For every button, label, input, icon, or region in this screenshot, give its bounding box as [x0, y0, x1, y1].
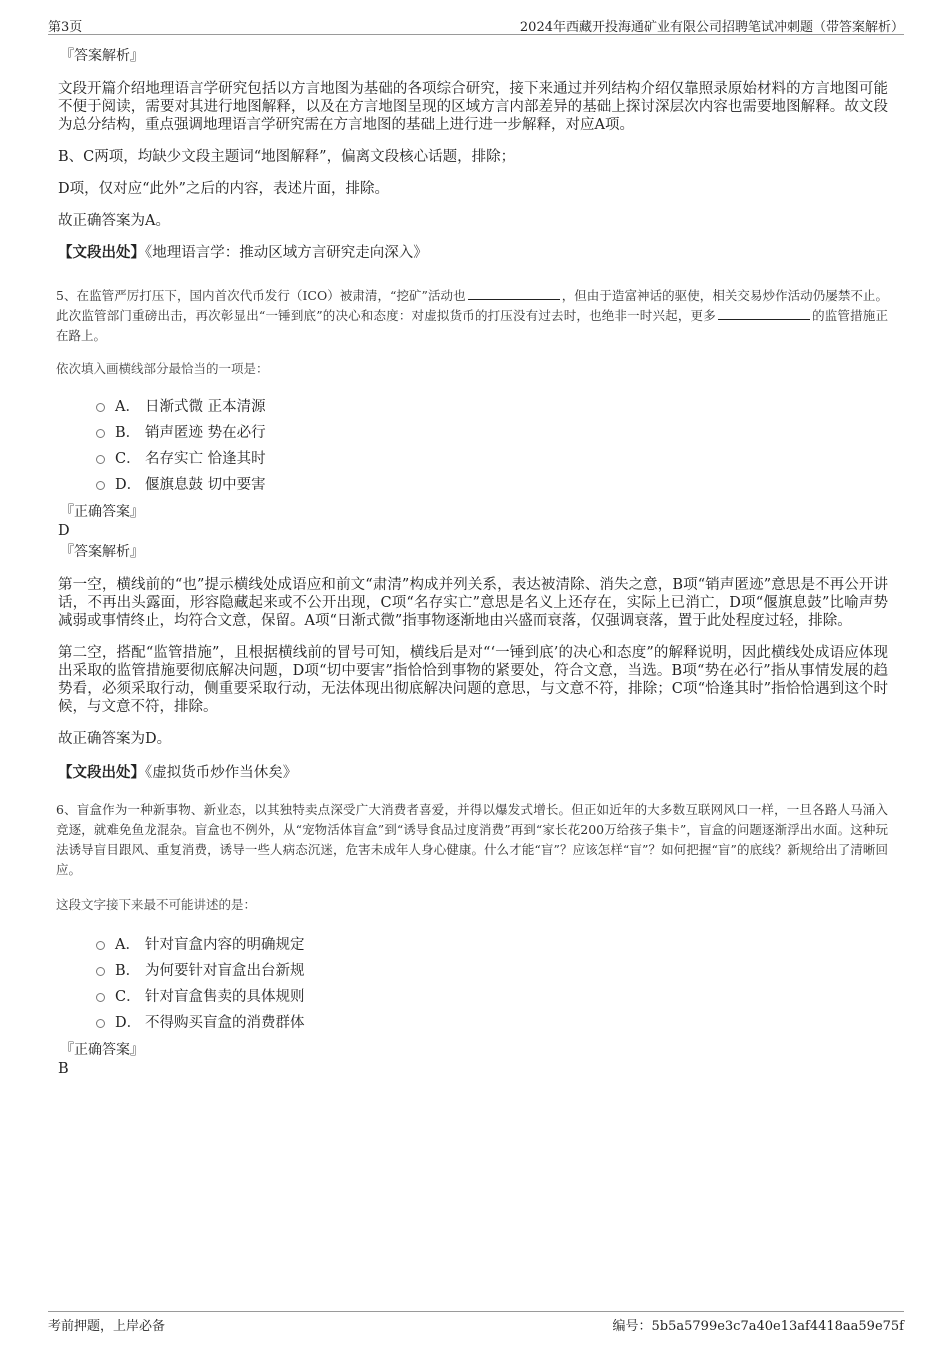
q6-stem: 6、盲盒作为一种新事物、新业态，以其独特卖点深受广大消费者喜爱，并得以爆发式增长。但正如近年的大多数互联网风口一样，一旦各路人马涌入竞逐，就难免鱼龙混杂。盲盒也不例外，从“宠物活体盲盒”到“诱导食品过度消费”再到“家长花200万给孩子集卡”，盲盒的问题逐渐浮出水面。这种玩法诱导盲目跟风、重复消费，诱导一些人病态沉迷，危害未成年人身心健康。什么才能“盲”？应该怎样“盲”？如何把握“盲”的底线？新规给出了清晰回应。 [56, 802, 888, 877]
footer-slogan: 考前押题，上岸必备 [48, 1319, 166, 1334]
q5-option-b[interactable]: B． 销声匿迹 势在必行 [96, 418, 888, 444]
q6-prompt: 这段文字接下来最不可能讲述的是： [56, 897, 257, 912]
page-footer [48, 1311, 904, 1334]
code-label: 编号： [612, 1319, 652, 1334]
radio-button[interactable] [96, 967, 105, 976]
radio-button[interactable] [96, 1019, 105, 1028]
q5-option-d[interactable]: D． 偃旗息鼓 切中要害 [96, 470, 888, 496]
page-number: 第3页 [48, 20, 83, 35]
q4-source [58, 244, 888, 262]
radio-button[interactable] [96, 993, 105, 1002]
radio-button[interactable] [96, 429, 105, 438]
q4-analysis-label: 『答案解析』 [60, 48, 144, 64]
q6-option-b[interactable]: B． 为何要针对盲盒出台新规 [96, 956, 888, 982]
q6-option-c[interactable]: C． 针对盲盒售卖的具体规则 [96, 982, 888, 1008]
document-code [613, 1315, 905, 1334]
fill-blank [718, 307, 810, 320]
radio-button[interactable] [96, 941, 105, 950]
fill-blank [468, 287, 560, 300]
q5-source [58, 764, 888, 782]
q5-analysis-label: 『答案解析』 [60, 544, 144, 560]
radio-button[interactable] [96, 455, 105, 464]
q4-analysis-paragraph: B、C两项，均缺少文段主题词“地图解释”，偏离文段核心话题，排除； [58, 149, 516, 165]
document-title: 2024年西藏开投海通矿业有限公司招聘笔试冲刺题（带答案解析） [519, 20, 904, 35]
q5-stem: 5、在监管严厉打压下，国内首次代币发行（ICO）被肃清，“挖矿”活动也 ，但由于造富神话的驱使，相关交易炒作活动仍屡禁不止。此次监管部门重磅出击，再次彰显出“一锤到底”的决心和态度：对虚拟货币的打压没有过去时，也绝非一时兴起，更多 的监管措施正在路上。 [56, 288, 888, 343]
page-content [56, 46, 888, 1078]
q5-correct-answer: D [58, 523, 70, 539]
q5-prompt: 依次填入画横线部分最恰当的一项是： [56, 361, 269, 376]
q5-analysis-paragraph: 故正确答案为D。 [58, 731, 172, 747]
q6-correct-label: 『正确答案』 [60, 1042, 144, 1058]
q5-options [56, 392, 888, 496]
q4-analysis-paragraph: 文段开篇介绍地理语言学研究包括以方言地图为基础的各项综合研究，接下来通过并列结构介绍仅靠照录原始材料的方言地图可能不便于阅读，需要对其进行地图解释，以及在方言地图呈现的区域方言内部差异的基础上探讨深层次内容也需要地图解释。故文段为总分结构，重点强调地理语言学研究需在方言地图的基础上进行进一步解释，对应A项。 [58, 81, 888, 133]
source-title: 《虚拟货币炒作当休矣》 [145, 765, 298, 781]
q4-analysis-paragraph: 故正确答案为A。 [58, 213, 170, 229]
radio-button[interactable] [96, 403, 105, 412]
q6-options [56, 930, 888, 1034]
source-label: 【文段出处】 [58, 244, 145, 261]
q4-analysis-paragraph: D项，仅对应“此外”之后的内容，表述片面，排除。 [58, 181, 389, 197]
q6-option-d[interactable]: D． 不得购买盲盒的消费群体 [96, 1008, 888, 1034]
q5-option-c[interactable]: C． 名存实亡 恰逢其时 [96, 444, 888, 470]
radio-button[interactable] [96, 481, 105, 490]
source-label: 【文段出处】 [58, 764, 145, 781]
q6-correct-answer: B [58, 1061, 69, 1077]
q5-option-a[interactable]: A． 日渐式微 正本清源 [96, 392, 888, 418]
q5-correct-label: 『正确答案』 [60, 504, 144, 520]
q5-analysis-paragraph: 第一空，横线前的“也”提示横线处成语应和前文“肃清”构成并列关系，表达被清除、消失之意，B项“销声匿迹”意思是不再公开讲话，不再出头露面，形容隐藏起来或不公开出现，C项“名存实亡”意思是名义上还存在，实际上已消亡，D项“偃旗息鼓”比喻声势减弱或事情终止，均符合文意，保留。A项“日渐式微”指事物逐渐地由兴盛而衰落，仅强调衰落，置于此处程度过轻，排除。 [58, 577, 888, 629]
code-value: 5b5a5799e3c7a40e13af4418aa59e75f [651, 1319, 904, 1334]
source-title: 《地理语言学：推动区域方言研究走向深入》 [145, 245, 428, 261]
q6-option-a[interactable]: A． 针对盲盒内容的明确规定 [96, 930, 888, 956]
page-header [48, 14, 904, 35]
q5-analysis-paragraph: 第二空，搭配“监管措施”，且根据横线前的冒号可知，横线后是对“‘一锤到底’的决心和态度”的解释说明，因此横线处成语应体现出采取的监管措施要彻底解决问题，D项“切中要害”指恰恰到事物的紧要处，符合文意，当选。B项“势在必行”指从事情发展的趋势看，必须采取行动，侧重要采取行动，无法体现出彻底解决问题的意思，与文意不符，排除；C项“恰逢其时”指恰恰遇到这个时候，与文意不符，排除。 [58, 645, 888, 715]
